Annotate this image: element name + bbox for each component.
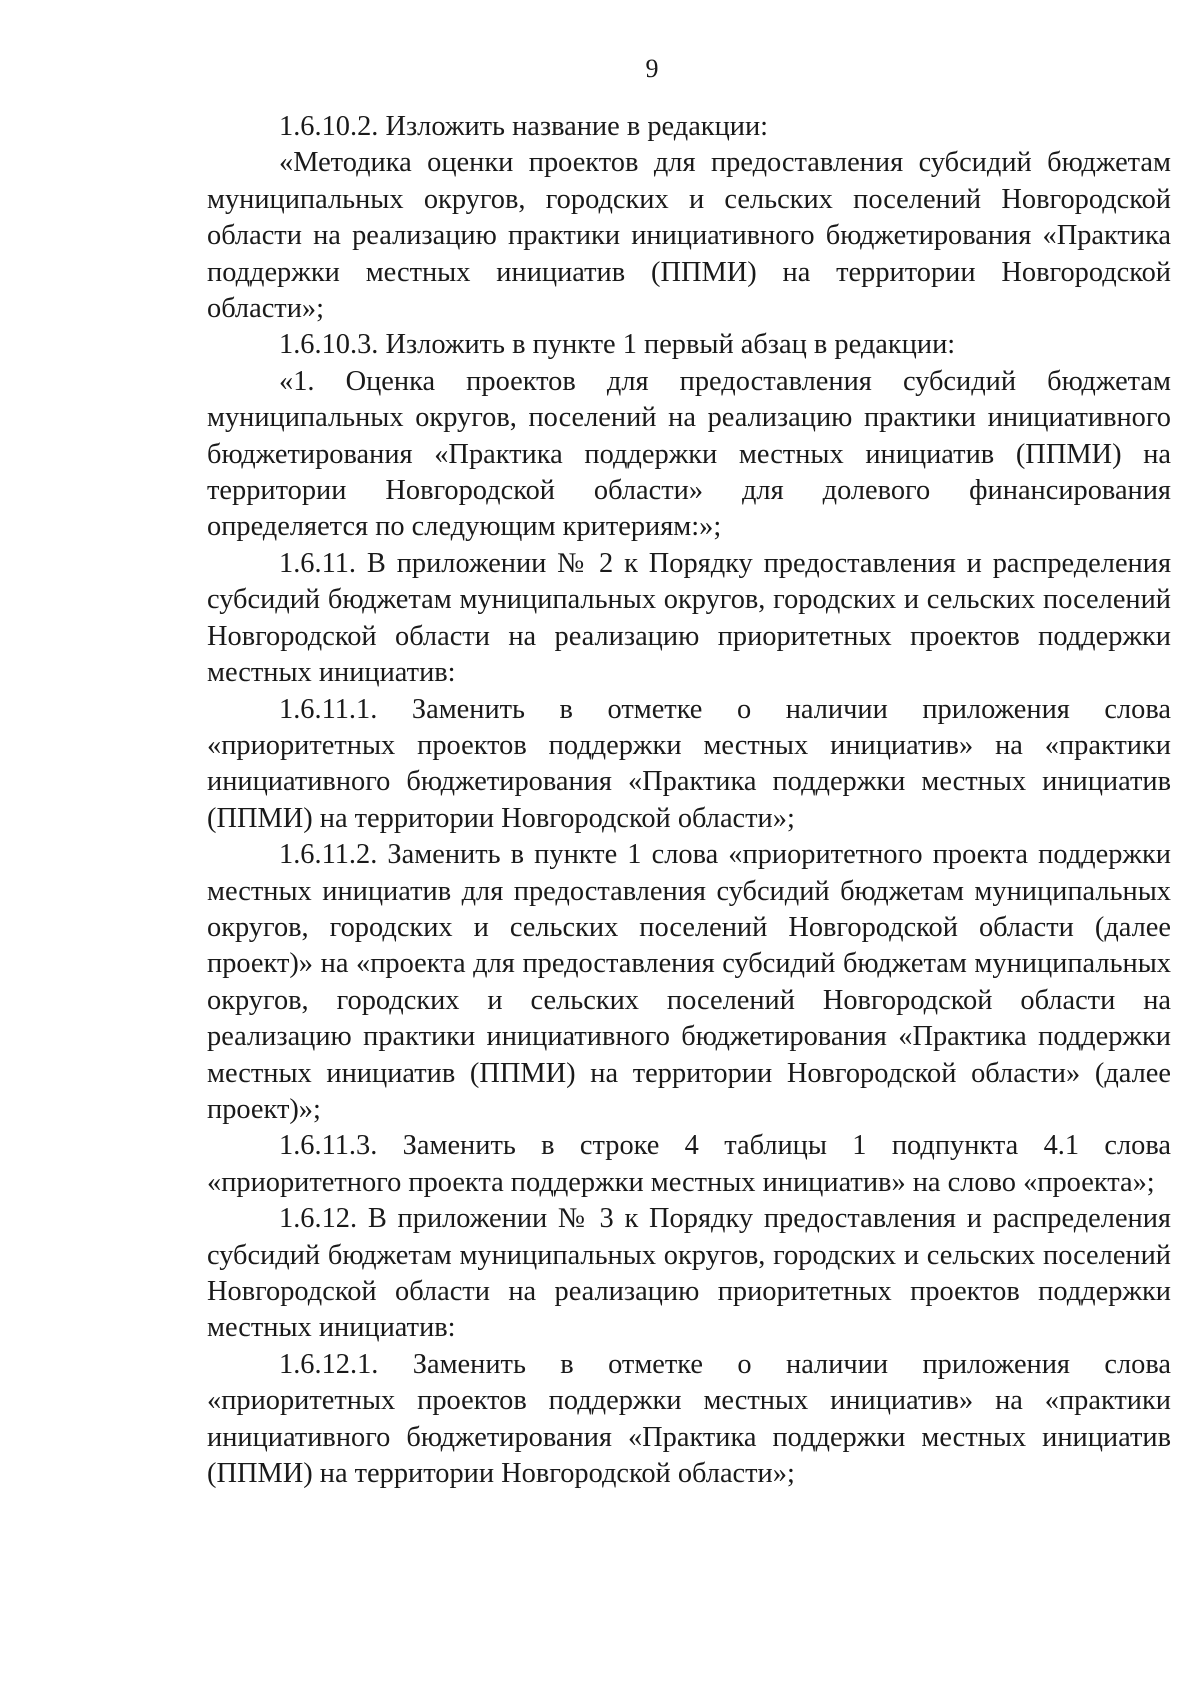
paragraph-1-6-10-3: 1.6.10.3. Изложить в пункте 1 первый абзац в редакции: (279, 329, 956, 361)
paragraph-1-6-11-2: 1.6.11.2. Заменить в пункте 1 слова «приоритетного проекта поддержки местных инициатив для предоставления субсидий бюджетам муниципальных округов, городских и сельских поселений Новгородской области (далее проект)» на «проекта для предоставления субсидий бюджетам муниципальных округов, городских и сельских поселений Новгородской области на реализацию практики инициативного бюджетирования «Практика поддержки местных инициатив (ППМИ) на территории Новгородской области» (далее проект)»; (207, 839, 1171, 1125)
paragraph-point-1-text: «1. Оценка проектов для предоставления субсидий бюджетам муниципальных округов, поселений на реализацию практики инициативного бюджетирования «Практика поддержки местных инициатив (ППМИ) на территории Новгородской области» для долевого финансирования определяется по следующим критериям:»; (207, 365, 1171, 543)
page-number: 9 (645, 54, 659, 83)
paragraph-1-6-12: 1.6.12. В приложении № 3 к Порядку предоставления и распределения субсидий бюджетам муниципальных округов, городских и сельских поселений Новгородской области на реализацию приоритетных проектов поддержки местных инициатив: (207, 1203, 1171, 1344)
document-body (207, 109, 1171, 1492)
paragraph-1-6-11-1: 1.6.11.1. Заменить в отметке о наличии приложения слова «приоритетных проектов поддержки местных инициатив» на «практики инициативного бюджетирования «Практика поддержки местных инициатив (ППМИ) на территории Новгородской области»; (207, 693, 1171, 834)
paragraph-1-6-11: 1.6.11. В приложении № 2 к Порядку предоставления и распределения субсидий бюджетам муниципальных округов, городских и сельских поселений Новгородской области на реализацию приоритетных проектов поддержки местных инициатив: (207, 547, 1171, 689)
paragraph-1-6-12-1: 1.6.12.1. Заменить в отметке о наличии приложения слова «приоритетных проектов поддержки местных инициатив» на «практики инициативного бюджетирования «Практика поддержки местных инициатив (ППМИ) на территории Новгородской области»; (207, 1348, 1171, 1490)
paragraph-methodology-title: «Методика оценки проектов для предоставления субсидий бюджетам муниципальных округов, городских и сельских поселений Новгородской области на реализацию практики инициативного бюджетирования «Практика поддержки местных инициатив (ППМИ) на территории Новгородской области»; (207, 147, 1171, 325)
paragraph-1-6-10-2: 1.6.10.2. Изложить название в редакции: (279, 111, 769, 142)
paragraph-1-6-11-3: 1.6.11.3. Заменить в строке 4 таблицы 1 подпункта 4.1 слова «приоритетного проекта поддержки местных инициатив» на слово «проекта»; (207, 1130, 1171, 1198)
